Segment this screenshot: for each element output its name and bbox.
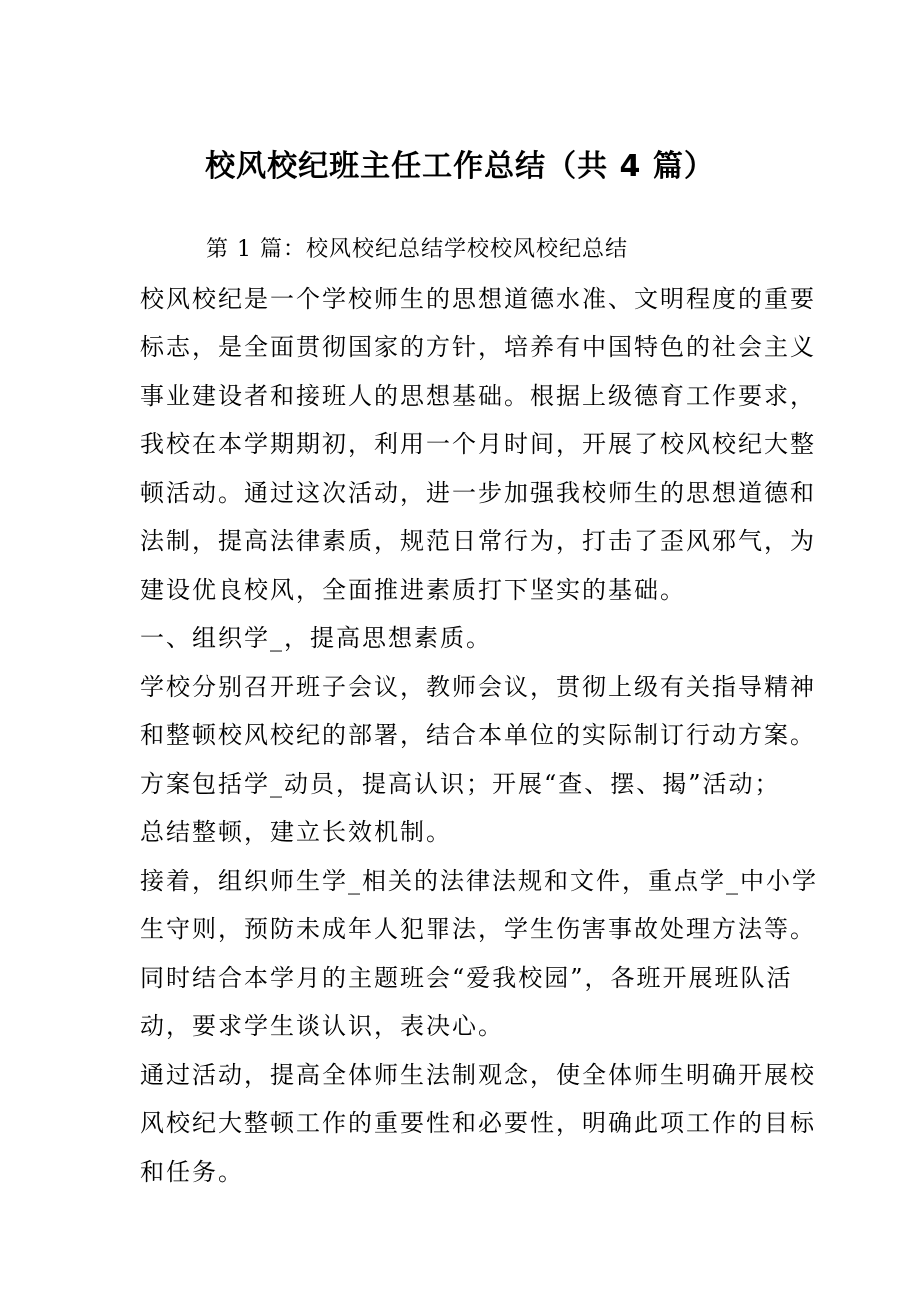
body-line: 通过活动，提高全体师生法制观念，使全体师生明确开展校 — [140, 1060, 816, 1089]
body-line: 我校在本学期期初，利用一个月时间，开展了校风校纪大整 — [140, 430, 816, 458]
body-line: 校风校纪是一个学校师生的思想道德水准、文明程度的重要 — [140, 284, 816, 313]
body-line: 标志，是全面贯彻国家的方针，培养有中国特色的社会主义 — [140, 333, 816, 361]
body-line: 事业建设者和接班人的思想基础。根据上级德育工作要求， — [140, 381, 816, 410]
body-line: 同时结合本学月的主题班会“爱我校园”，各班开展班队活 — [140, 963, 793, 992]
body-line: 和整顿校风校纪的部署，结合本单位的实际制订行动方案。 — [140, 721, 816, 749]
subheading-line: 一、组织学_，提高思想素质。 — [140, 624, 492, 652]
section-heading: 第 1 篇：校风校纪总结学校校风校纪总结 — [206, 237, 628, 262]
body-line: 和任务。 — [140, 1157, 244, 1186]
body-line: 学校分别召开班子会议，教师会议，贯彻上级有关指导精神 — [140, 672, 816, 701]
body-line: 方案包括学_动员，提高认识；开展“查、摆、揭”活动； — [140, 769, 781, 798]
body-line: 建设优良校风，全面推进素质打下坚实的基础。 — [140, 575, 686, 604]
body-line: 法制，提高法律素质，规范日常行为，打击了歪风邪气，为 — [140, 527, 816, 555]
body-line: 接着，组织师生学_相关的法律法规和文件，重点学_中小学 — [140, 866, 818, 895]
body-line: 总结整顿，建立长效机制。 — [140, 818, 452, 846]
body-line: 动，要求学生谈认识，表决心。 — [140, 1012, 504, 1040]
body-line: 生守则，预防未成年人犯罪法，学生伤害事故处理方法等。 — [140, 915, 816, 943]
body-line: 顿活动。通过这次活动，进一步加强我校师生的思想道德和 — [140, 478, 816, 507]
body-line: 风校纪大整顿工作的重要性和必要性，明确此项工作的目标 — [140, 1109, 816, 1137]
document-body — [140, 226, 818, 1196]
document-title: 校风校纪班主任工作总结（共 4 篇） — [205, 149, 715, 184]
